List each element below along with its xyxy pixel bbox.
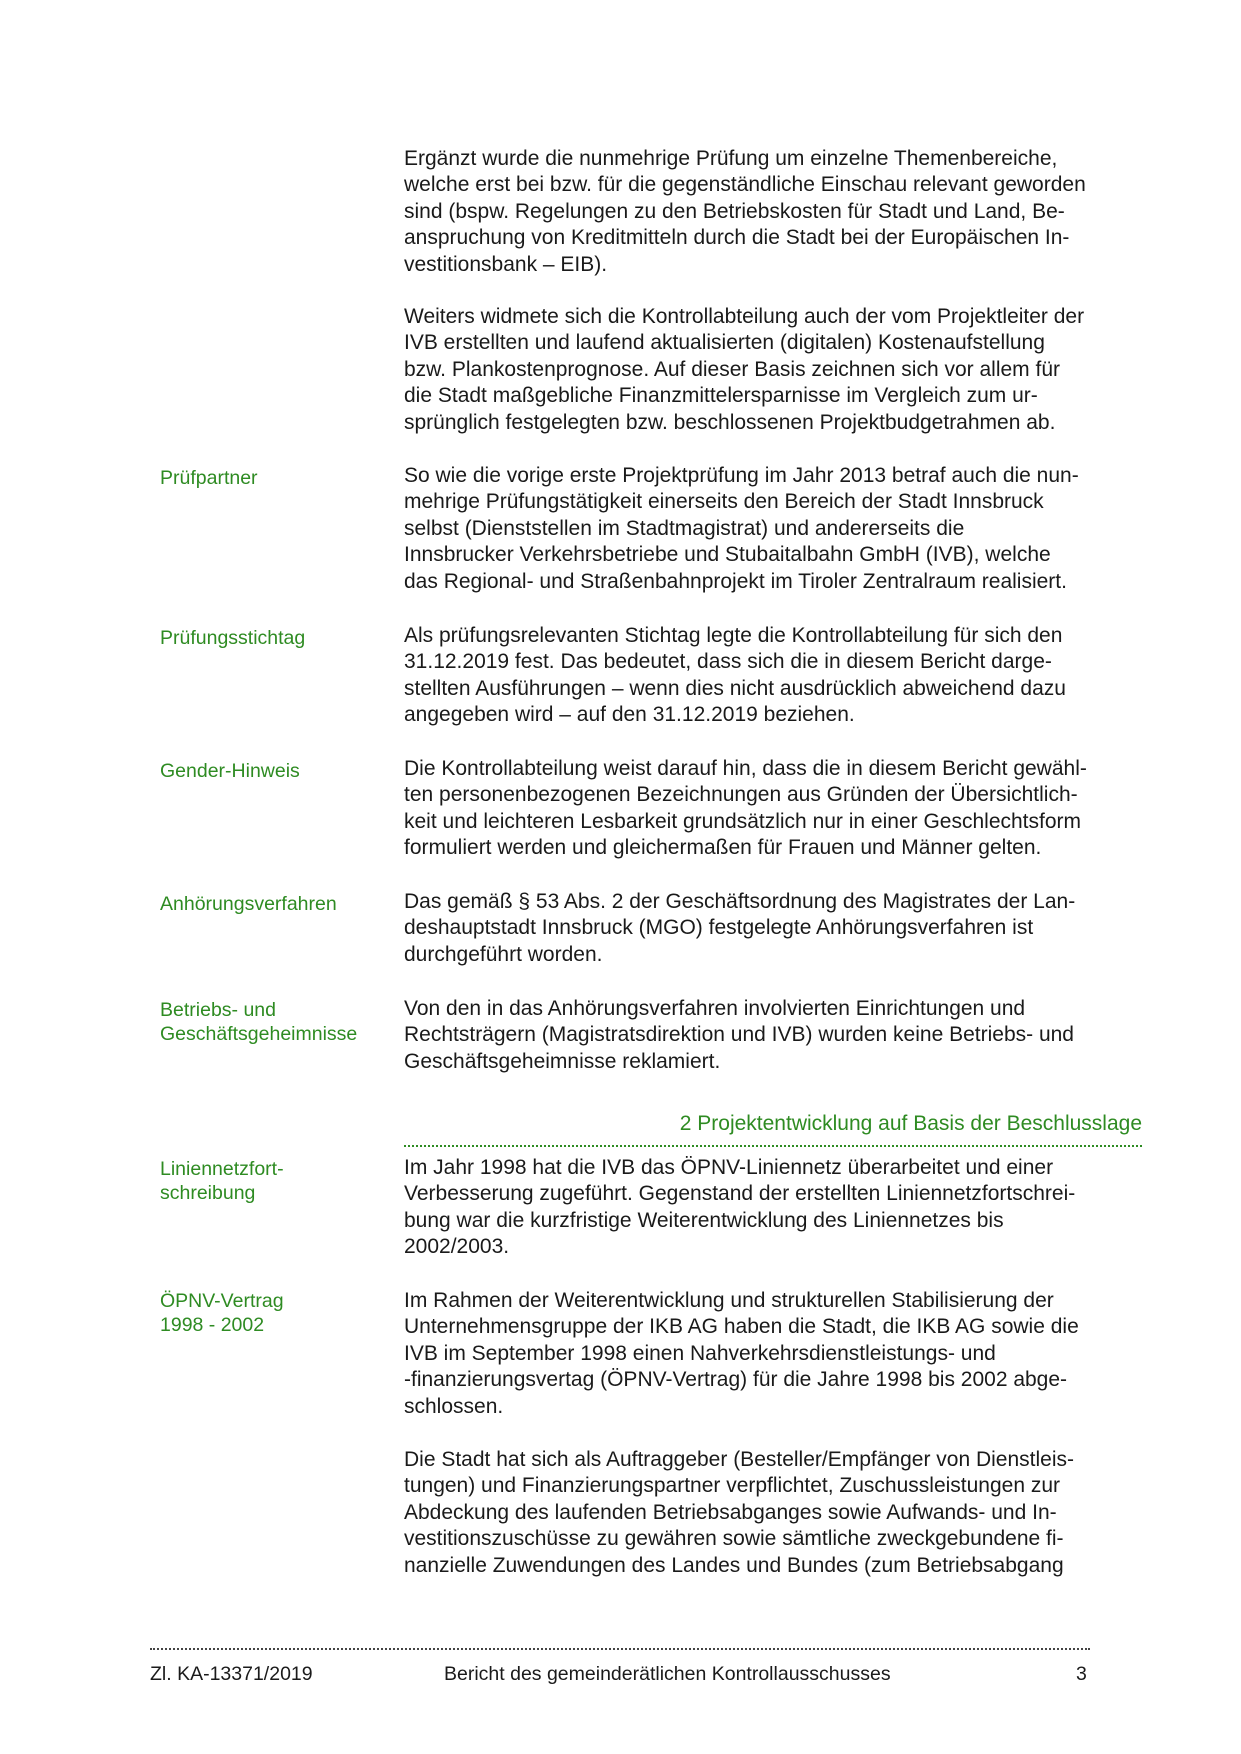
text-line: Geschäftsgeheimnisse reklamiert. xyxy=(404,1049,721,1073)
label-line: Prüfpartner xyxy=(160,467,258,489)
text-line: Abdeckung des laufenden Betriebsabganges sowie Aufwands- und In- xyxy=(404,1500,1057,1524)
text-line: deshauptstadt Innsbruck (MGO) festgelegte Anhörungsverfahren ist xyxy=(404,916,1034,940)
label-line: Betriebs- und xyxy=(160,999,276,1021)
text-line: Von den in das Anhörungsverfahren involvierten Einrichtungen und xyxy=(404,997,1026,1020)
text-line: -finanzierungsvertag (ÖPNV-Vertrag) für die Jahre 1998 bis 2002 abge- xyxy=(404,1368,1068,1392)
text-line: bung war die kurzfristige Weiterentwicklung des Liniennetzes bis xyxy=(404,1208,1004,1232)
text-line: Im Jahr 1998 hat die IVB das ÖPNV-Liniennetz überarbeitet und einer xyxy=(404,1156,1054,1179)
footer-divider xyxy=(150,1648,1090,1650)
text-line: sind (bspw. Regelungen zu den Betriebskosten für Stadt und Land, Be- xyxy=(404,199,1065,223)
paragraph-gender xyxy=(404,756,1142,862)
text-line: Das gemäß § 53 Abs. 2 der Geschäftsordnung des Magistrates der Lan- xyxy=(404,890,1076,913)
text-line: tungen) und Finanzierungspartner verpflichtet, Zuschussleistungen zur xyxy=(404,1474,1061,1498)
paragraph-stichtag xyxy=(404,623,1142,729)
text-line: IVB im September 1998 einen Nahverkehrsdienstleistungs- und xyxy=(404,1341,996,1365)
margin-label-gender xyxy=(160,759,390,783)
margin-label-anhoerung xyxy=(160,892,390,916)
text-line: Rechtsträgern (Magistratsdirektion und IVB) wurden keine Betriebs- und xyxy=(404,1023,1074,1047)
text-line: keit und leichteren Lesbarkeit grundsätzlich nur in einer Geschlechtsform xyxy=(404,809,1082,833)
text-line: Als prüfungsrelevanten Stichtag legte die Kontrollabteilung für sich den xyxy=(404,624,1063,647)
text-line: nanzielle Zuwendungen des Landes und Bundes (zum Betriebsabgang xyxy=(404,1553,1064,1577)
text-line: ten personenbezogenen Bezeichnungen aus Gründen der Übersichtlich- xyxy=(404,783,1078,807)
paragraph-anhoerung xyxy=(404,889,1142,968)
text-line: Unternehmensgruppe der IKB AG haben die Stadt, die IKB AG sowie die xyxy=(404,1315,1079,1339)
footer-reference: Zl. KA-13371/2019 xyxy=(150,1663,313,1685)
section-heading: 2 Projektentwicklung auf Basis der Beschlusslage xyxy=(404,1111,1142,1147)
text-line: schlossen. xyxy=(404,1394,504,1418)
label-line: ÖPNV-Vertrag xyxy=(160,1290,284,1312)
text-line: Ergänzt wurde die nunmehrige Prüfung um einzelne Themenbereiche, xyxy=(404,147,1058,170)
text-line: Verbesserung zugeführt. Gegenstand der erstellten Liniennetzfortschrei- xyxy=(404,1182,1076,1206)
text-line: sprünglich festgelegten bzw. beschlossenen Projektbudgetrahmen ab. xyxy=(404,410,1056,434)
margin-label-pruefpartner xyxy=(160,466,390,490)
margin-label-geheimnisse xyxy=(160,998,390,1046)
paragraph-pruefpartner xyxy=(404,463,1142,595)
text-line: das Regional- und Straßenbahnprojekt im Tiroler Zentralraum realisiert. xyxy=(404,569,1067,593)
footer-title: Bericht des gemeinderätlichen Kontrollausschusses xyxy=(444,1663,891,1685)
text-line: die Stadt maßgebliche Finanzmittelersparnisse im Vergleich zum ur- xyxy=(404,384,1038,408)
paragraph-liniennetz xyxy=(404,1155,1142,1261)
label-line: Geschäftsgeheimnisse xyxy=(160,1023,358,1045)
text-line: bzw. Plankostenprognose. Auf dieser Basis zeichnen sich vor allem für xyxy=(404,357,1061,381)
text-line: stellten Ausführungen – wenn dies nicht ausdrücklich abweichend dazu xyxy=(404,676,1066,700)
text-line: Innsbrucker Verkehrsbetriebe und Stubaitalbahn GmbH (IVB), welche xyxy=(404,543,1051,567)
text-line: Die Kontrollabteilung weist darauf hin, dass die in diesem Bericht gewähl- xyxy=(404,757,1087,780)
margin-label-stichtag xyxy=(160,626,390,650)
text-line: angegeben wird – auf den 31.12.2019 beziehen. xyxy=(404,703,855,727)
label-line: Prüfungsstichtag xyxy=(160,627,306,649)
paragraph-oepnv xyxy=(404,1288,1142,1420)
text-line: anspruchung von Kreditmitteln durch die Stadt bei der Europäischen In- xyxy=(404,226,1070,250)
margin-label-liniennetz xyxy=(160,1157,390,1205)
paragraph-auftraggeber xyxy=(404,1447,1142,1579)
paragraph-cost-forecast xyxy=(404,304,1142,436)
text-line: welche erst bei bzw. für die gegenständliche Einschau relevant geworden xyxy=(404,173,1086,197)
text-line: 31.12.2019 fest. Das bedeutet, dass sich die in diesem Bericht darge- xyxy=(404,650,1052,674)
text-line: IVB erstellten und laufend aktualisierten (digitalen) Kostenaufstellung xyxy=(404,331,1045,355)
text-line: Die Stadt hat sich als Auftraggeber (Besteller/Empfänger von Dienstleis- xyxy=(404,1448,1075,1471)
label-line: Anhörungsverfahren xyxy=(160,893,337,915)
text-line: 2002/2003. xyxy=(404,1235,510,1259)
text-line: durchgeführt worden. xyxy=(404,942,603,966)
text-line: selbst (Dienststellen im Stadtmagistrat) und andererseits die xyxy=(404,516,965,540)
margin-label-oepnv xyxy=(160,1289,390,1337)
text-line: So wie die vorige erste Projektprüfung im Jahr 2013 betraf auch die nun- xyxy=(404,464,1079,487)
label-line: 1998 - 2002 xyxy=(160,1314,265,1336)
paragraph-scope-extension xyxy=(404,146,1142,278)
page-number: 3 xyxy=(1076,1663,1087,1685)
text-line: Weiters widmete sich die Kontrollabteilung auch der vom Projektleiter der xyxy=(404,305,1085,328)
text-line: vestitionszuschüsse zu gewähren sowie sämtliche zweckgebundene fi- xyxy=(404,1527,1064,1551)
text-line: formuliert werden und gleichermaßen für Frauen und Männer gelten. xyxy=(404,836,1042,860)
text-line: vestitionsbank – EIB). xyxy=(404,252,608,276)
label-line: Liniennetzfort- xyxy=(160,1158,284,1180)
paragraph-geheimnisse xyxy=(404,996,1142,1075)
text-line: mehrige Prüfungstätigkeit einerseits den Bereich der Stadt Innsbruck xyxy=(404,490,1044,514)
label-line: schreibung xyxy=(160,1182,256,1204)
label-line: Gender-Hinweis xyxy=(160,760,300,782)
text-line: Im Rahmen der Weiterentwicklung und strukturellen Stabilisierung der xyxy=(404,1289,1054,1312)
